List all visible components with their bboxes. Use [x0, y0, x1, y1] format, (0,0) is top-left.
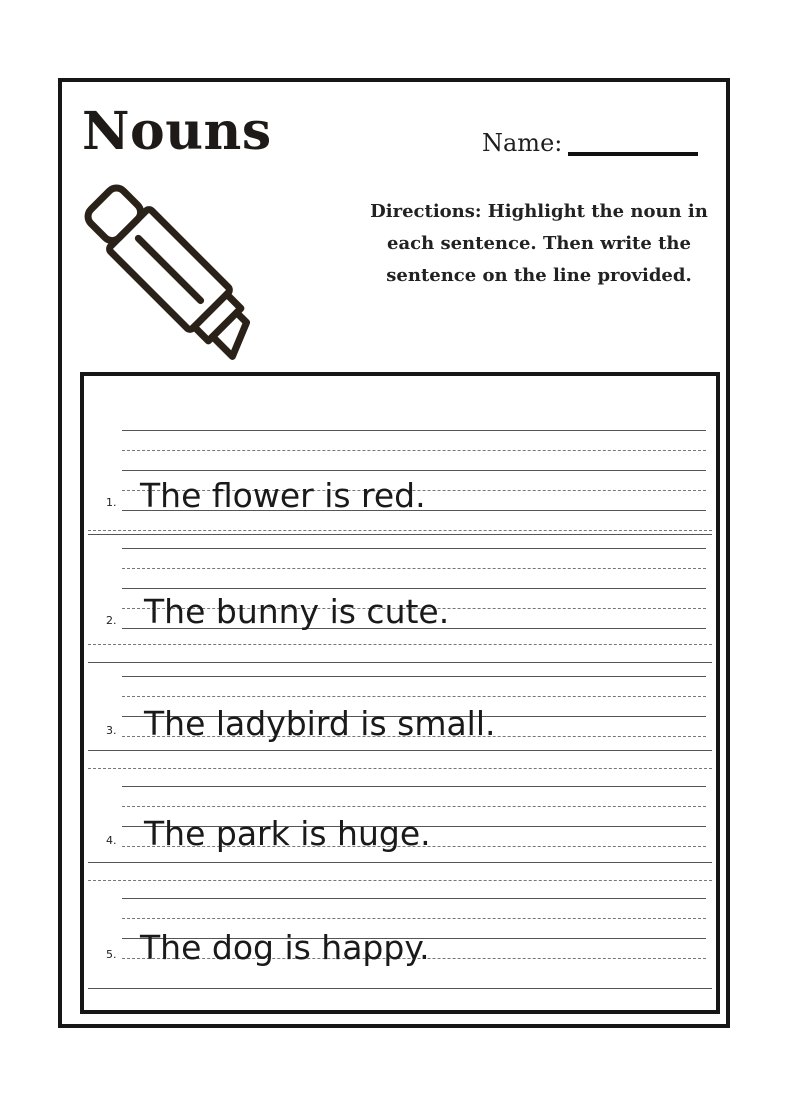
item-sentence: The ladybird is small.: [144, 704, 496, 743]
item-number: 4.: [106, 834, 117, 847]
name-line[interactable]: [568, 151, 698, 156]
marker-icon: [78, 178, 268, 368]
item-sentence: The park is huge.: [144, 814, 431, 853]
item-number: 2.: [106, 614, 117, 627]
list-item: [84, 754, 716, 866]
list-item: [84, 864, 716, 976]
item-number: 3.: [106, 724, 117, 737]
name-label: Name:: [482, 129, 563, 157]
worksheet-title: Nouns: [82, 101, 272, 162]
item-sentence: The bunny is cute.: [144, 592, 450, 631]
list-item: [84, 532, 716, 644]
item-sentence: The dog is happy.: [140, 928, 430, 967]
writing-box: [80, 372, 720, 1014]
item-number: 1.: [106, 496, 117, 509]
item-number: 5.: [106, 948, 117, 961]
list-item: [84, 420, 716, 532]
item-sentence: The flower is red.: [140, 476, 426, 515]
directions-text: Directions: Highlight the noun in each sentence. Then write the sentence on the line provided.: [370, 201, 708, 286]
name-area: [482, 128, 698, 158]
worksheet-page: [58, 78, 730, 1028]
list-item: [84, 642, 716, 754]
